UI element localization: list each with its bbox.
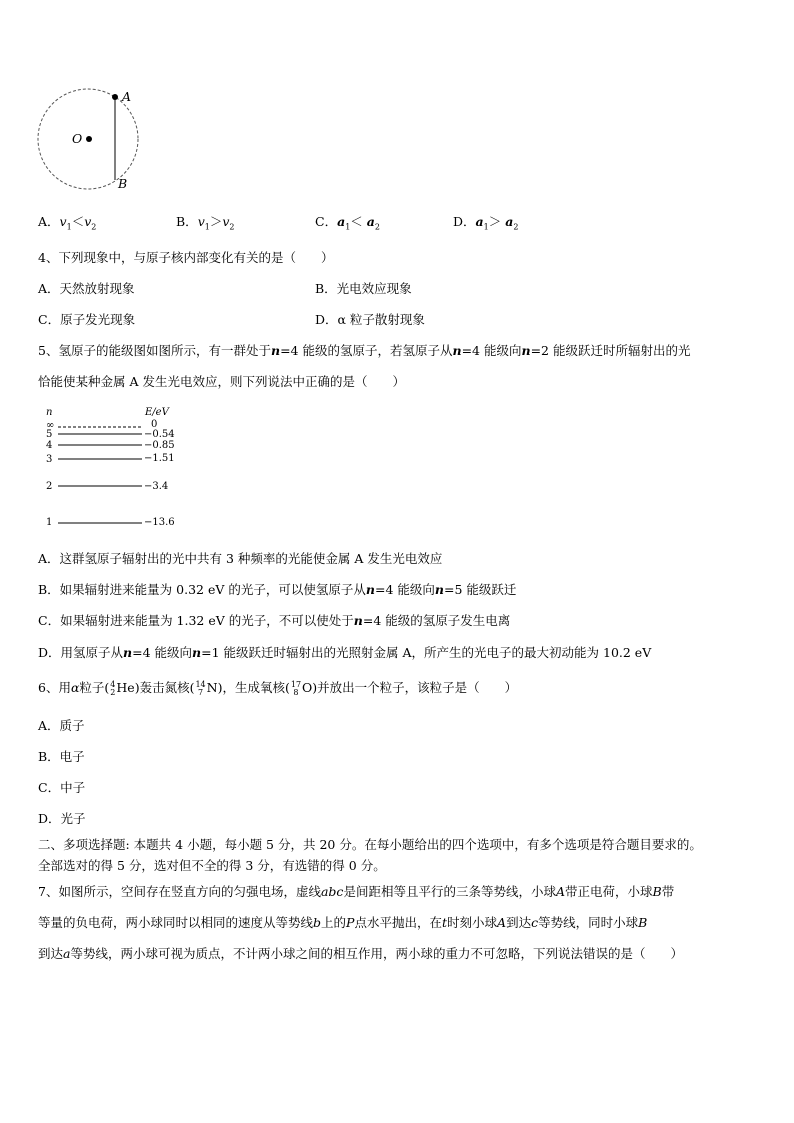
q3-option-d[interactable]: D．$a_1> a_2$	[453, 214, 519, 232]
q5-option-c[interactable]: C．如果辐射进来能量为 1.32 eV 的光子，不可以使处于n=4 能级的氢原子发生电离	[38, 613, 511, 628]
q5-option-b[interactable]: B．如果辐射进来能量为 0.32 eV 的光子，可以使氢原子从n=4 能级向n=5 能级跃迁	[38, 582, 517, 597]
q5-option-d[interactable]: D．用氢原子从n=4 能级向n=1 能级跃迁时辐射出的光照射金属 A，所产生的光电子的最大初动能为 10.2 eV	[38, 645, 652, 660]
q7-stem-line3: 到达a等势线，两小球可视为质点，不计两小球之间的相互作用，两小球的重力不可忽略，下列说法错误的是（ ）	[38, 946, 683, 961]
q4-stem: 4、下列现象中，与原子核内部变化有关的是（ ）	[38, 250, 334, 265]
circle-figure	[30, 80, 150, 195]
q6-option-b[interactable]: B．电子	[38, 749, 85, 764]
q5-stem-line2: 恰能使某种金属 A 发生光电效应，则下列说法中正确的是（ ）	[38, 374, 405, 389]
level-e-4: −0.85	[144, 440, 175, 451]
q5-option-a[interactable]: A．这群氢原子辐射出的光中共有 3 种频率的光能使金属 A 发生光电效应	[38, 551, 443, 566]
center-dot	[86, 136, 92, 142]
q6-option-a[interactable]: A．质子	[38, 718, 85, 733]
energy-level-lines	[56, 420, 146, 532]
q7-stem-line2: 等量的负电荷，两小球同时以相同的速度从等势线b上的P点水平抛出，在t时刻小球A到达c等势线，同时小球B	[38, 915, 648, 930]
section2-instructions-line1: 二、多项选择题: 本题共 4 小题，每小题 5 分，共 20 分。在每小题给出的四个选项中，有多个选项是符合题目要求的。	[38, 837, 702, 852]
level-n-1: 1	[46, 517, 53, 528]
center-label: O	[72, 131, 83, 146]
level-n-3: 3	[46, 454, 53, 465]
level-e-2: −3.4	[144, 481, 169, 492]
level-n-4: 4	[46, 440, 53, 451]
level-n-inf: ∞	[46, 420, 55, 431]
level-e-5: −0.54	[144, 429, 175, 440]
q3-option-b[interactable]: B．$v_1>v_2$	[176, 214, 235, 232]
q3-option-c[interactable]: C．$a_1< a_2$	[315, 214, 380, 232]
q4-option-a[interactable]: A．天然放射现象	[38, 281, 135, 296]
diagram-n-header: n	[46, 407, 53, 418]
diagram-e-header: E/eV	[145, 407, 169, 418]
level-e-1: −13.6	[144, 517, 175, 528]
q3-option-a[interactable]: A．$v_1<v_2$	[38, 214, 97, 232]
level-n-2: 2	[46, 481, 53, 492]
level-e-inf: 0	[151, 419, 158, 430]
level-n-5: 5	[46, 429, 53, 440]
point-b-label: B	[118, 176, 128, 191]
q5-stem-line1: 5、氢原子的能级图如图所示，有一群处于n=4 能级的氢原子，若氢原子从n=4 能级向n=2 能级跃迁时所辐射出的光	[38, 343, 691, 358]
q6-option-c[interactable]: C．中子	[38, 780, 86, 795]
section2-instructions-line2: 全部选对的得 5 分，选对但不全的得 3 分，有选错的得 0 分。	[38, 858, 386, 873]
q6-option-d[interactable]: D．光子	[38, 811, 86, 826]
point-a-label: A	[122, 89, 132, 104]
level-e-3: −1.51	[144, 453, 175, 464]
q4-option-c[interactable]: C．原子发光现象	[38, 312, 136, 327]
q4-option-b[interactable]: B．光电效应现象	[315, 281, 412, 296]
q6-stem: 6、用α粒子( 4 2 He)轰击氮核( 14 7 N)，生成氧核( 17 8 O)并放出一个粒子，该粒子是（ ）	[38, 679, 518, 697]
q4-option-d[interactable]: D．α 粒子散射现象	[315, 312, 425, 327]
point-a-dot	[112, 94, 118, 100]
q7-stem-line1: 7、如图所示，空间存在竖直方向的匀强电场，虚线abc是间距相等且平行的三条等势线，小球A带正电荷，小球B带	[38, 884, 675, 899]
